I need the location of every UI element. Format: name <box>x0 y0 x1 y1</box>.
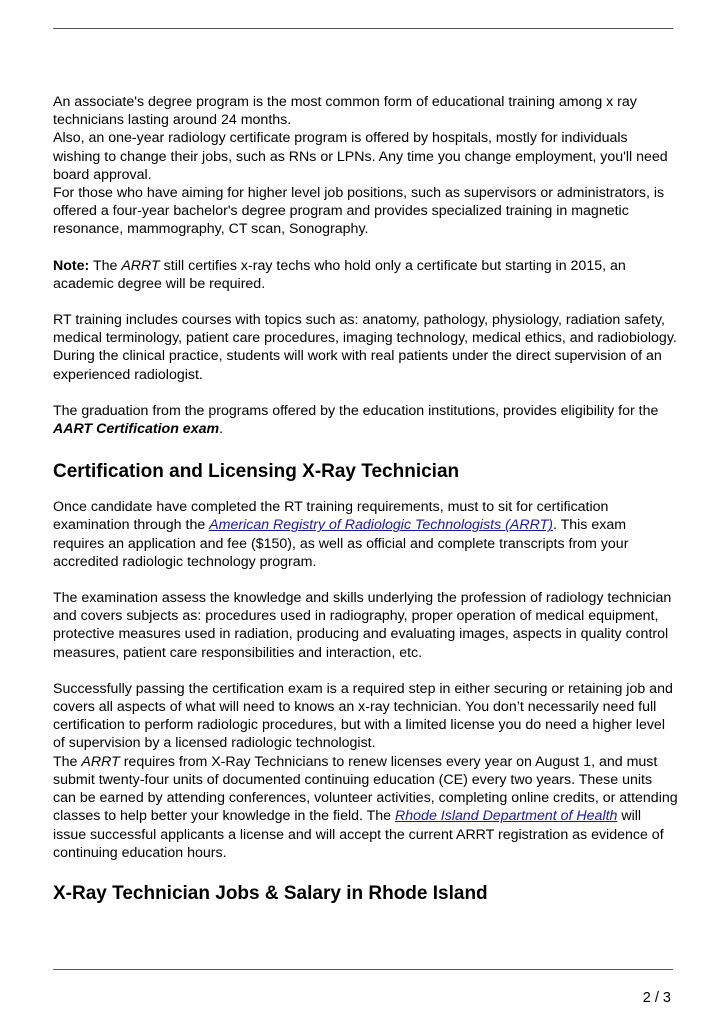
page-number: 2 / 3 <box>642 990 671 1006</box>
arrt-abbrev: ARRT <box>81 753 120 770</box>
arrt-link[interactable]: American Registry of Radiologic Technologists (ARRT) <box>209 517 553 534</box>
header-rule <box>53 28 673 29</box>
cert-paragraph-3: Successfully passing the certification exam is a required step in either securing or retaining job and covers all aspects of what will need to knows an x-ray technician. You don’t necessarily need full certification to perform radiologic procedures, but with a limited license you do need a higher level of supervision by a licensed radiologic technologist. <box>53 680 673 752</box>
heading-jobs-salary: X-Ray Technician Jobs & Salary in Rhode Island <box>53 882 488 904</box>
graduation-paragraph: The graduation from the programs offered by the education institutions, provides eligibility for the AART Certification exam. <box>53 402 659 438</box>
aart-exam-label: AART Certification exam <box>53 421 220 438</box>
paragraph-associate: An associate's degree program is the most common form of educational training among x ray technicians lasting around 24 months. <box>53 94 637 129</box>
paragraph-certificate: Also, an one-year radiology certificate program is offered by hospitals, mostly for individuals wishing to change their jobs, such as RNs or LPNs. Any time you change employment, you'll need board approval. <box>53 130 668 183</box>
cert-paragraph-4: The ARRT requires from X-Ray Technicians to renew licenses every year on August 1, and must submit twenty-four units of documented continuing education (CE) every two years. These units can be earned by attending conferences, volunteer activities, completing online credits, or attending classes to help better your knowledge in the field. The Rhode Island Department of Health will issue successful applicants a license and will accept the current ARRT registration as evidence of continuing education hours. <box>53 753 678 861</box>
paragraph-bachelor: For those who have aiming for higher level job positions, such as supervisors or administrators, is offered a four-year bachelor's degree program and provides specialized training in magnetic resonance, mammography, CT scan, Sonography. <box>53 185 665 238</box>
note-label: Note: <box>53 257 90 274</box>
cert-paragraph-1: Once candidate have completed the RT training requirements, must to sit for certification examination through the American Registry of Radiologic Technologists (ARRT). This exam requires an application and fee ($150), as well as official and complete transcripts from your accredited radiologic technology program. <box>53 499 629 570</box>
page-body <box>53 93 678 906</box>
footer-rule <box>53 969 673 970</box>
arrt-abbrev: ARRT <box>121 257 160 274</box>
ri-health-link[interactable]: Rhode Island Department of Health <box>395 808 618 825</box>
cert-paragraph-2: The examination assess the knowledge and skills underlying the profession of radiology technician and covers subjects as: procedures used in radiography, proper operation of medical equipment, protective measures used in radiation, producing and evaluating images, aspects in quality control measures, patient care responsibilities and interaction, etc. <box>53 590 672 661</box>
note-paragraph: Note: The ARRT still certifies x-ray techs who hold only a certificate but starting in 2015, an academic degree will be required. <box>53 257 626 292</box>
heading-certification: Certification and Licensing X-Ray Technician <box>53 461 460 483</box>
rt-training-paragraph: RT training includes courses with topics such as: anatomy, pathology, physiology, radiation safety, medical terminology, patient care procedures, imaging technology, medical ethics, and radiobiology. During the clinical practice, students will work with real patients under the direct supervision of an experienced radiologist. <box>53 312 677 383</box>
